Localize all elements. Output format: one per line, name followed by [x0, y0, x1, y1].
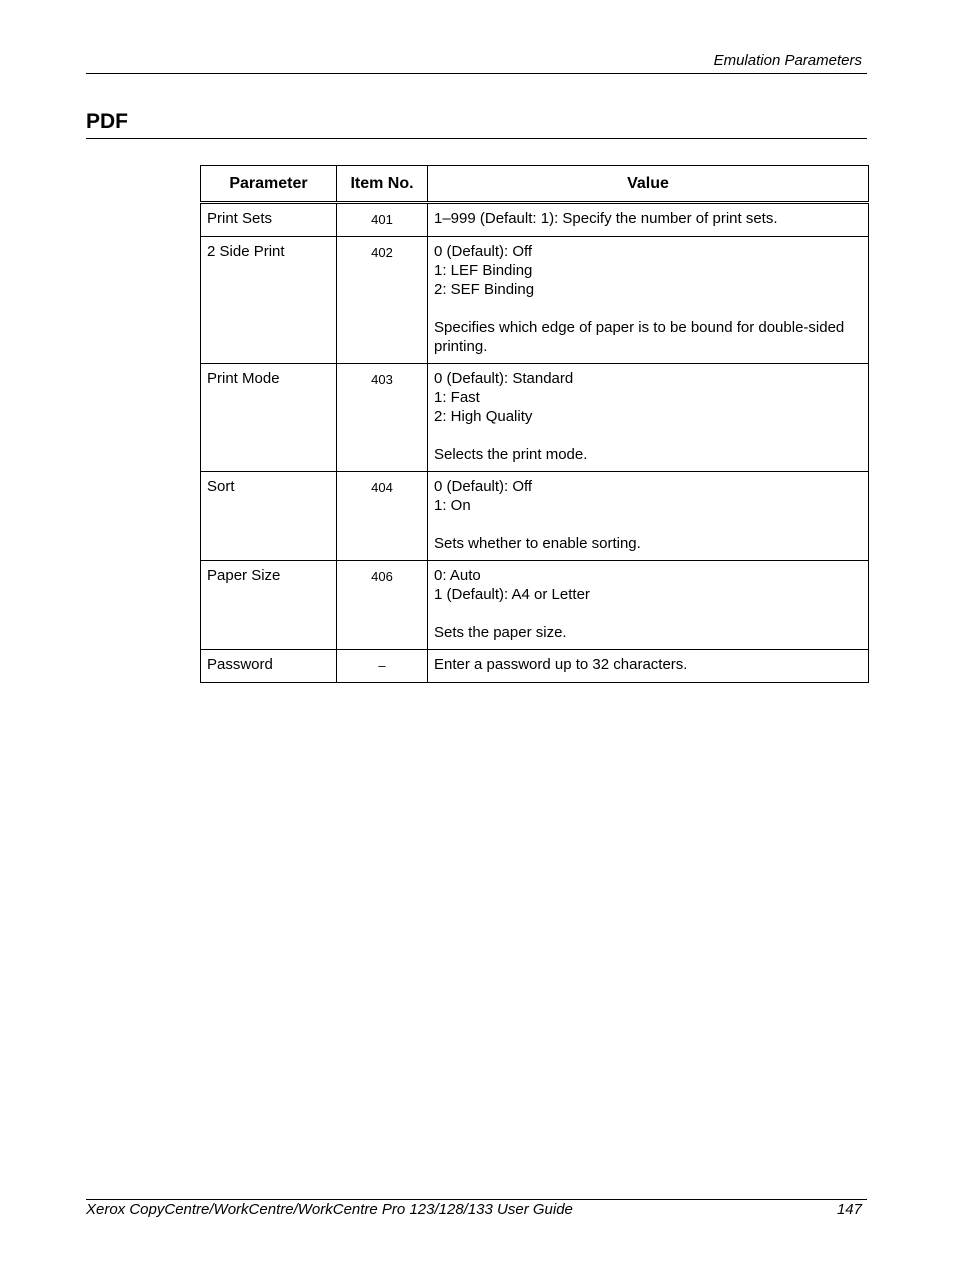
item-no-cell: 403 — [337, 364, 428, 472]
value-option: 1–999 (Default: 1): Specify the number of print sets. — [434, 210, 778, 227]
table-body — [201, 203, 869, 683]
value-option: 0 (Default): Standard — [434, 370, 574, 387]
table-row — [201, 561, 869, 650]
value-cell — [428, 203, 869, 237]
page-number: 147 — [836, 1201, 862, 1218]
title-divider — [86, 138, 867, 139]
table-row — [201, 364, 869, 472]
footer-guide-title: Xerox CopyCentre/WorkCentre/WorkCentre Pro 123/128/133 User Guide — [86, 1201, 573, 1218]
table-row — [201, 203, 869, 237]
header-divider — [86, 73, 867, 74]
item-no-cell: 402 — [337, 237, 428, 364]
value-option: 1: Fast — [434, 389, 480, 406]
value-option: 2: SEF Binding — [434, 281, 535, 298]
value-option: 0: Auto — [434, 567, 481, 584]
column-header-item-no: Item No. — [337, 166, 428, 203]
parameter-cell: Paper Size — [201, 561, 337, 650]
value-option: 0 (Default): Off — [434, 478, 533, 495]
value-cell — [428, 364, 869, 472]
table-row — [201, 650, 869, 683]
table-row — [201, 472, 869, 561]
table-row — [201, 237, 869, 364]
value-cell — [428, 237, 869, 364]
item-no-cell: – — [337, 650, 428, 683]
item-no-cell: 404 — [337, 472, 428, 561]
value-option: 1: On — [434, 497, 471, 514]
value-description: Specifies which edge of paper is to be bound for double-sided printing. — [434, 319, 845, 355]
value-description: Sets whether to enable sorting. — [434, 535, 641, 552]
value-cell — [428, 472, 869, 561]
running-header: Emulation Parameters — [713, 52, 862, 69]
value-cell — [428, 650, 869, 683]
value-description: Sets the paper size. — [434, 624, 567, 641]
parameter-cell: 2 Side Print — [201, 237, 337, 364]
table-header-row — [201, 166, 869, 203]
value-cell — [428, 561, 869, 650]
item-no-cell: 406 — [337, 561, 428, 650]
value-option: 2: High Quality — [434, 408, 533, 425]
footer — [86, 1201, 862, 1218]
section-title: PDF — [86, 110, 128, 133]
parameter-table — [200, 165, 869, 683]
footer-divider — [86, 1199, 867, 1200]
column-header-value: Value — [428, 166, 869, 203]
value-option: 1 (Default): A4 or Letter — [434, 586, 590, 603]
value-option: 0 (Default): Off — [434, 243, 533, 260]
parameter-cell: Sort — [201, 472, 337, 561]
column-header-parameter: Parameter — [201, 166, 337, 203]
parameter-cell: Print Mode — [201, 364, 337, 472]
value-option: Enter a password up to 32 characters. — [434, 656, 688, 673]
parameter-cell: Print Sets — [201, 203, 337, 237]
item-no-cell: 401 — [337, 203, 428, 237]
value-option: 1: LEF Binding — [434, 262, 533, 279]
value-description: Selects the print mode. — [434, 446, 588, 463]
parameter-cell: Password — [201, 650, 337, 683]
